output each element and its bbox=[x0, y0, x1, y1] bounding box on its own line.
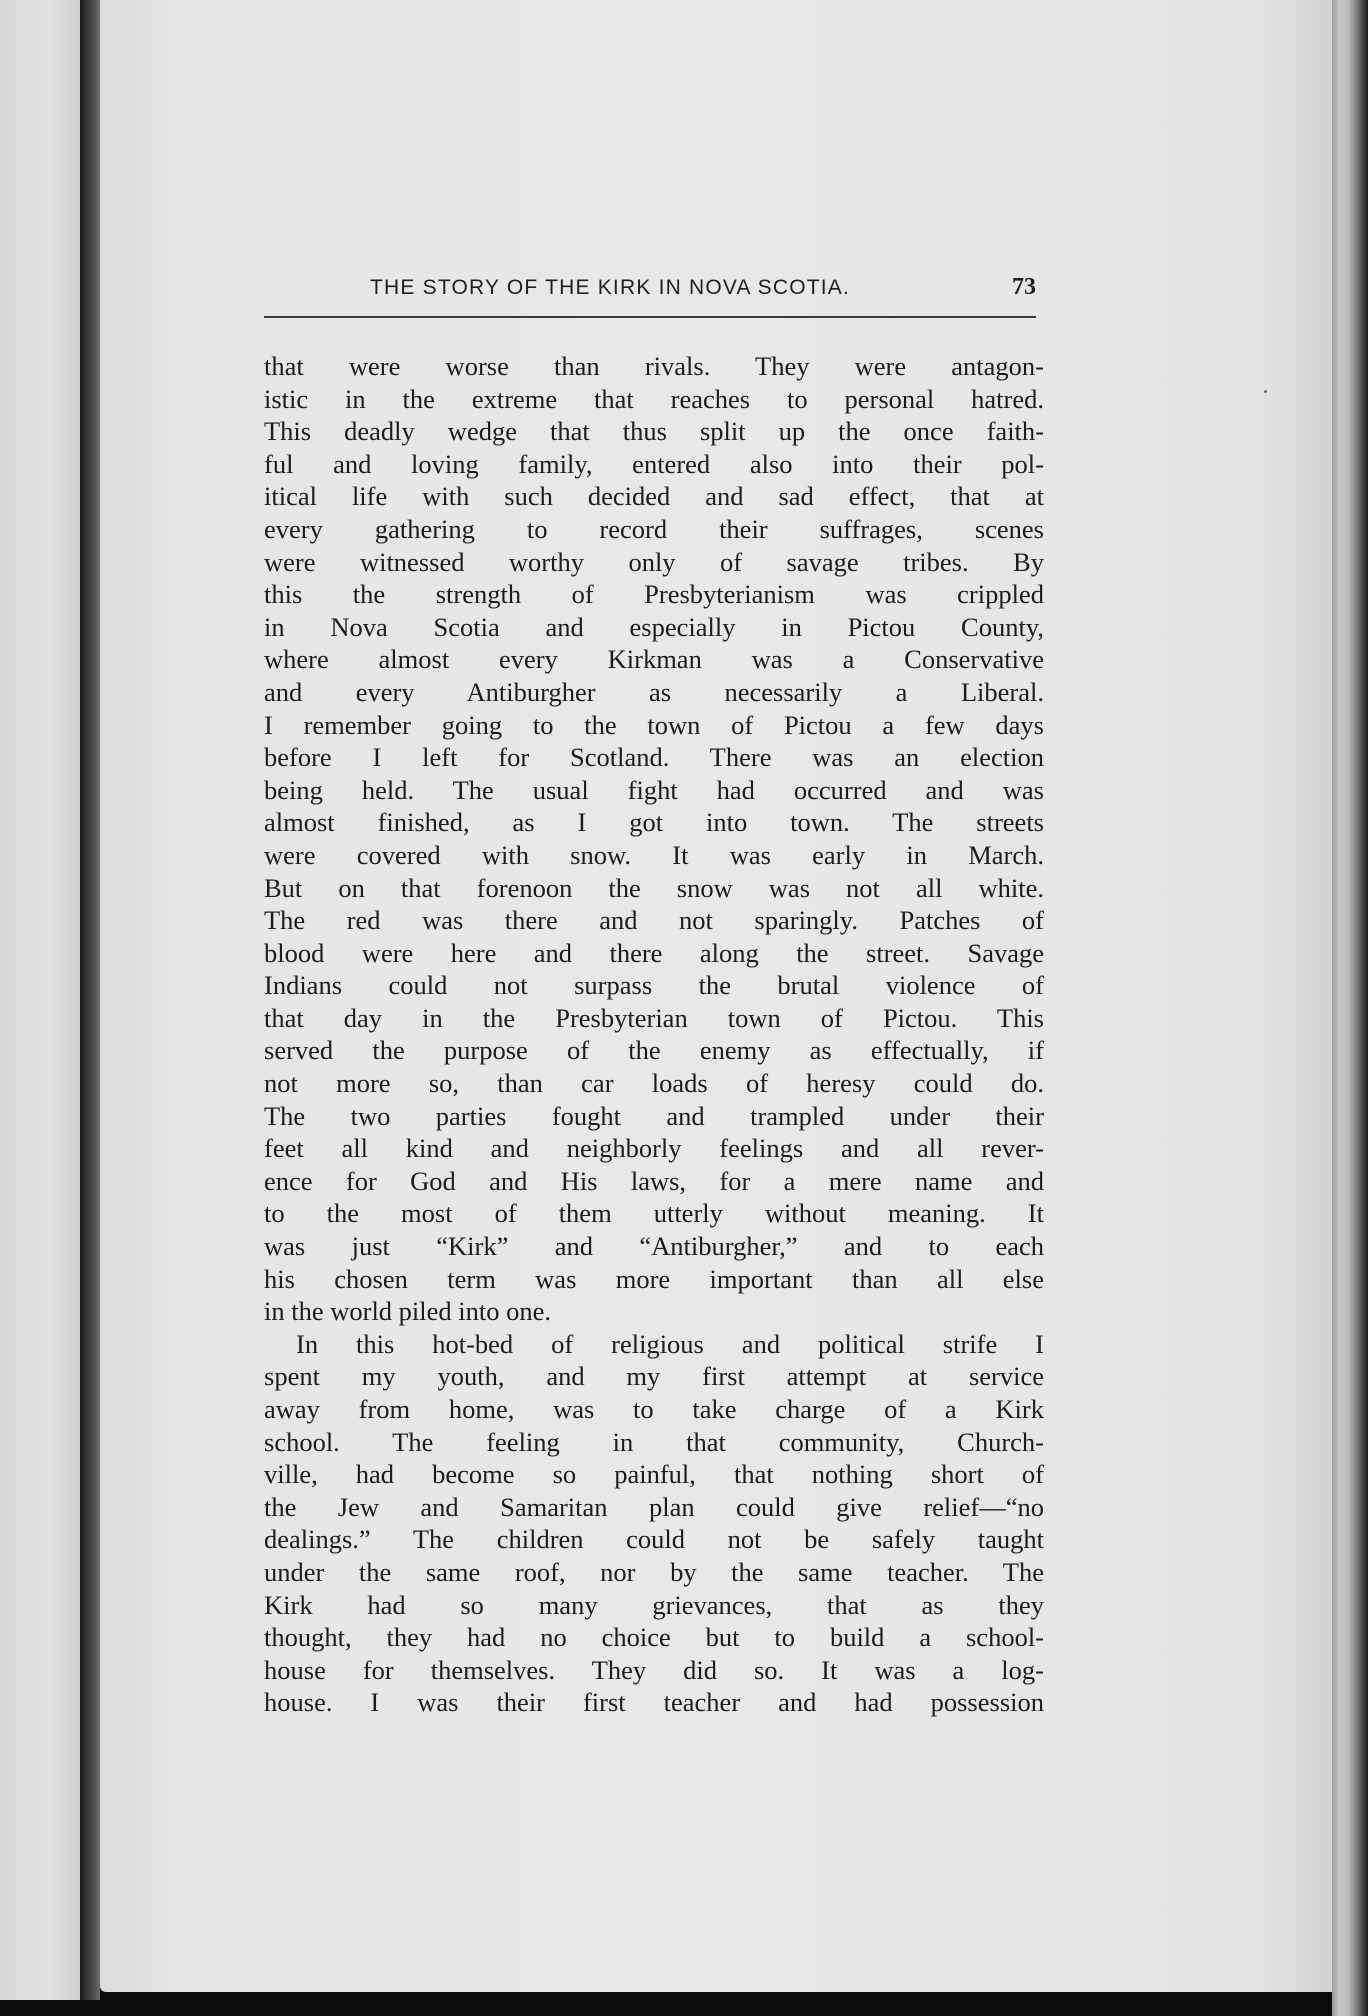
page-edge-shadow bbox=[1332, 0, 1368, 2016]
text-line: where almost every Kirkman was a Conservative bbox=[264, 644, 1044, 675]
text-line: thought, they had no choice but to build a school- bbox=[264, 1622, 1044, 1653]
text-line: away from home, was to take charge of a Kirk bbox=[264, 1394, 1044, 1424]
text-line: served the purpose of the enemy as effectually, if bbox=[264, 1035, 1044, 1066]
text-line: istic in the extreme that reaches to personal hatred. bbox=[264, 383, 1044, 414]
text-line: that day in the Presbyterian town of Pictou. This bbox=[264, 1002, 1044, 1033]
text-line: Indians could not surpass the brutal violence of bbox=[264, 970, 1044, 1001]
header-rule bbox=[264, 316, 1036, 318]
text-line: But on that forenoon the snow was not all white. bbox=[264, 872, 1044, 903]
text-line: being held. The usual fight had occurred and was bbox=[264, 774, 1044, 805]
paper-speck bbox=[1264, 390, 1267, 393]
text-line: The two parties fought and trampled under their bbox=[264, 1100, 1044, 1131]
text-line: school. The feeling in that community, Church- bbox=[264, 1426, 1044, 1457]
text-line: spent my youth, and my first attempt at service bbox=[264, 1361, 1044, 1392]
text-line: this the strength of Presbyterianism was crippled bbox=[264, 579, 1044, 610]
facing-page-edge bbox=[0, 0, 80, 2000]
text-line: I remember going to the town of Pictou a few days bbox=[264, 709, 1044, 740]
text-line: In this hot-bed of religious and political strife I bbox=[296, 1328, 1044, 1359]
text-line: the Jew and Samaritan plan could give relief—“no bbox=[264, 1491, 1044, 1522]
text-line: in the world piled into one. bbox=[264, 1296, 552, 1327]
text-line: Kirk had so many grievances, that as they bbox=[264, 1589, 1044, 1620]
text-line: not more so, than car loads of heresy could do. bbox=[264, 1068, 1044, 1099]
text-line: feet all kind and neighborly feelings and all rever- bbox=[264, 1133, 1044, 1164]
text-line: ville, had become so painful, that nothing short of bbox=[264, 1459, 1044, 1490]
text-line: his chosen term was more important than all else bbox=[264, 1263, 1044, 1294]
running-head: THE STORY OF THE KIRK IN NOVA SCOTIA. bbox=[370, 276, 851, 299]
text-line: were witnessed worthy only of savage tribes. By bbox=[264, 546, 1044, 577]
text-line: in Nova Scotia and especially in Pictou County, bbox=[264, 611, 1044, 642]
body-text bbox=[264, 350, 1044, 1719]
text-line: ence for God and His laws, for a mere name and bbox=[264, 1165, 1044, 1196]
text-line: ful and loving family, entered also into their pol- bbox=[264, 448, 1044, 479]
text-line: to the most of them utterly without meaning. It bbox=[264, 1198, 1044, 1229]
text-line: house for themselves. They did so. It was a log- bbox=[264, 1654, 1044, 1685]
text-line: was just “Kirk” and “Antiburgher,” and to each bbox=[264, 1231, 1044, 1262]
text-line: blood were here and there along the street. Savage bbox=[264, 937, 1044, 968]
text-line: were covered with snow. It was early in March. bbox=[264, 839, 1044, 870]
text-line: before I left for Scotland. There was an election bbox=[264, 742, 1044, 773]
text-line: and every Antiburgher as necessarily a Liberal. bbox=[264, 676, 1044, 707]
text-line: This deadly wedge that thus split up the once faith- bbox=[264, 416, 1044, 447]
page-number: 73 bbox=[1012, 274, 1036, 300]
text-line: The red was there and not sparingly. Patches of bbox=[264, 905, 1044, 936]
text-line: every gathering to record their suffrages, scenes bbox=[264, 513, 1044, 544]
text-line: under the same roof, nor by the same teacher. The bbox=[264, 1556, 1044, 1587]
text-line: itical life with such decided and sad effect, that at bbox=[264, 481, 1044, 512]
text-line: almost finished, as I got into town. The streets bbox=[264, 807, 1044, 838]
book-gutter bbox=[80, 0, 100, 2000]
text-line: dealings.” The children could not be safely taught bbox=[264, 1524, 1044, 1555]
text-line: that were worse than rivals. They were antagon- bbox=[264, 351, 1044, 381]
page-header bbox=[264, 272, 1036, 314]
text-line: house. I was their first teacher and had possession bbox=[264, 1687, 1044, 1718]
